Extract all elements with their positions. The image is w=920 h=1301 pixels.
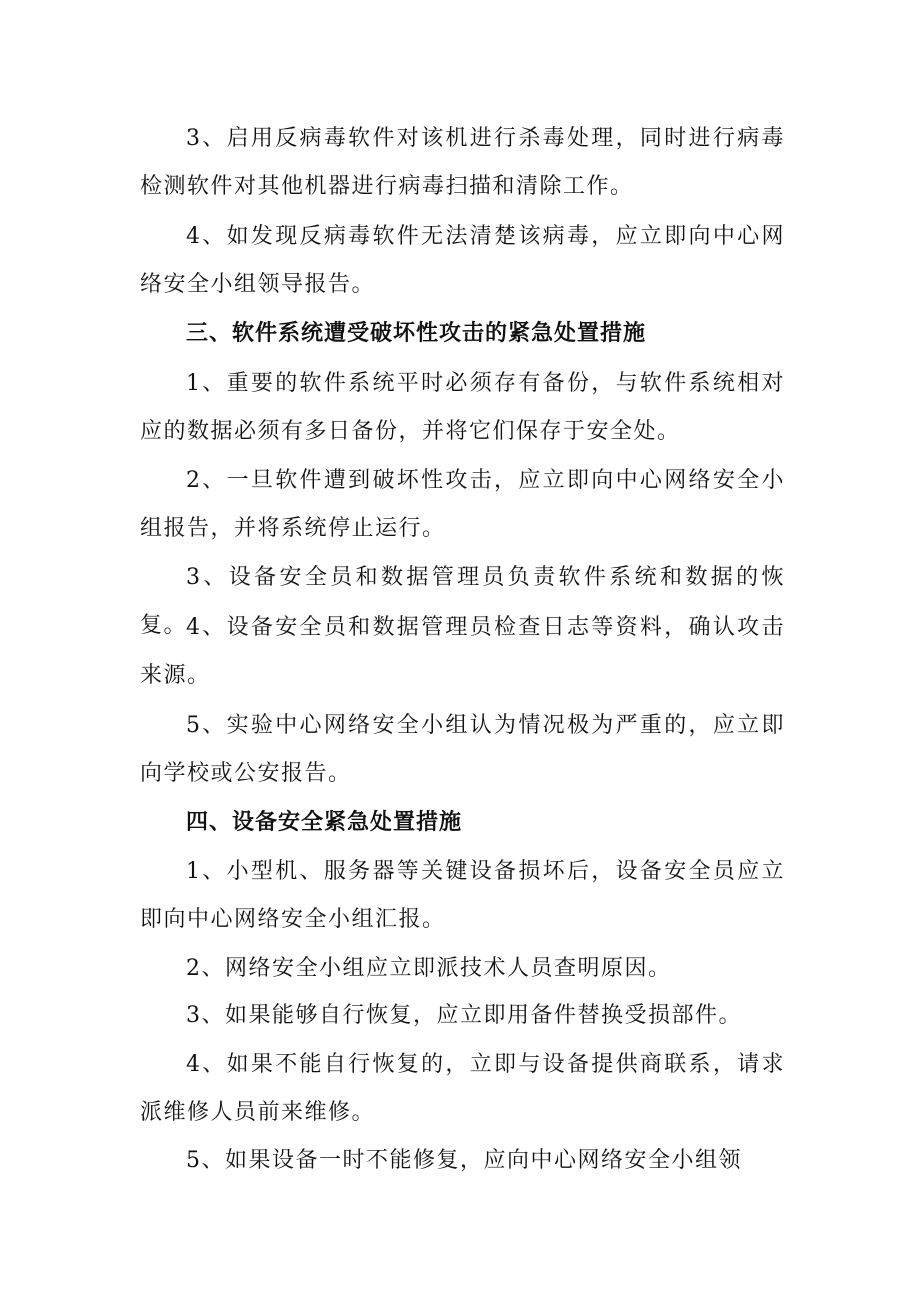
paragraph-software-step-4: 4、设备安全员和数据管理员检查日志等资料，确认攻击来源。	[140, 615, 785, 688]
paragraph-device-step-2: 2、网络安全小组应立即派技术人员查明原因。	[186, 956, 672, 981]
paragraph-software-step-3: 3、设备安全员和数据管理员负责软件系统和数据的恢复。	[140, 565, 785, 638]
paragraph-device-step-1: 1、小型机、服务器等关键设备损坏后，设备安全员应立即向中心网络安全小组汇报。	[140, 859, 785, 932]
paragraph-software-step-5: 5、实验中心网络安全小组认为情况极为严重的，应立即向学校或公安报告。	[140, 713, 785, 786]
section-heading-software-attack: 三、软件系统遭受破坏性攻击的紧急处置措施	[186, 321, 647, 346]
section-heading-device-security: 四、设备安全紧急处置措施	[186, 810, 463, 835]
paragraph-device-step-5: 5、如果设备一时不能修复，应向中心网络安全小组领	[186, 1148, 742, 1173]
paragraph-antivirus-step-4: 4、如发现反病毒软件无法清楚该病毒，应立即向中心网络安全小组领导报告。	[140, 224, 785, 297]
paragraph-device-step-3: 3、如果能够自行恢复，应立即用备件替换受损部件。	[186, 1003, 742, 1028]
paragraph-device-step-4: 4、如果不能自行恢复的，立即与设备提供商联系，请求派维修人员前来维修。	[140, 1052, 785, 1125]
paragraph-antivirus-step-3: 3、启用反病毒软件对该机进行杀毒处理，同时进行病毒检测软件对其他机器进行病毒扫描和清除工作。	[140, 126, 785, 199]
paragraph-software-step-2: 2、一旦软件遭到破坏性攻击，应立即向中心网络安全小组报告，并将系统停止运行。	[140, 468, 785, 541]
paragraph-software-step-1: 1、重要的软件系统平时必须存有备份，与软件系统相对应的数据必须有多日备份，并将它们保存于安全处。	[140, 371, 785, 444]
